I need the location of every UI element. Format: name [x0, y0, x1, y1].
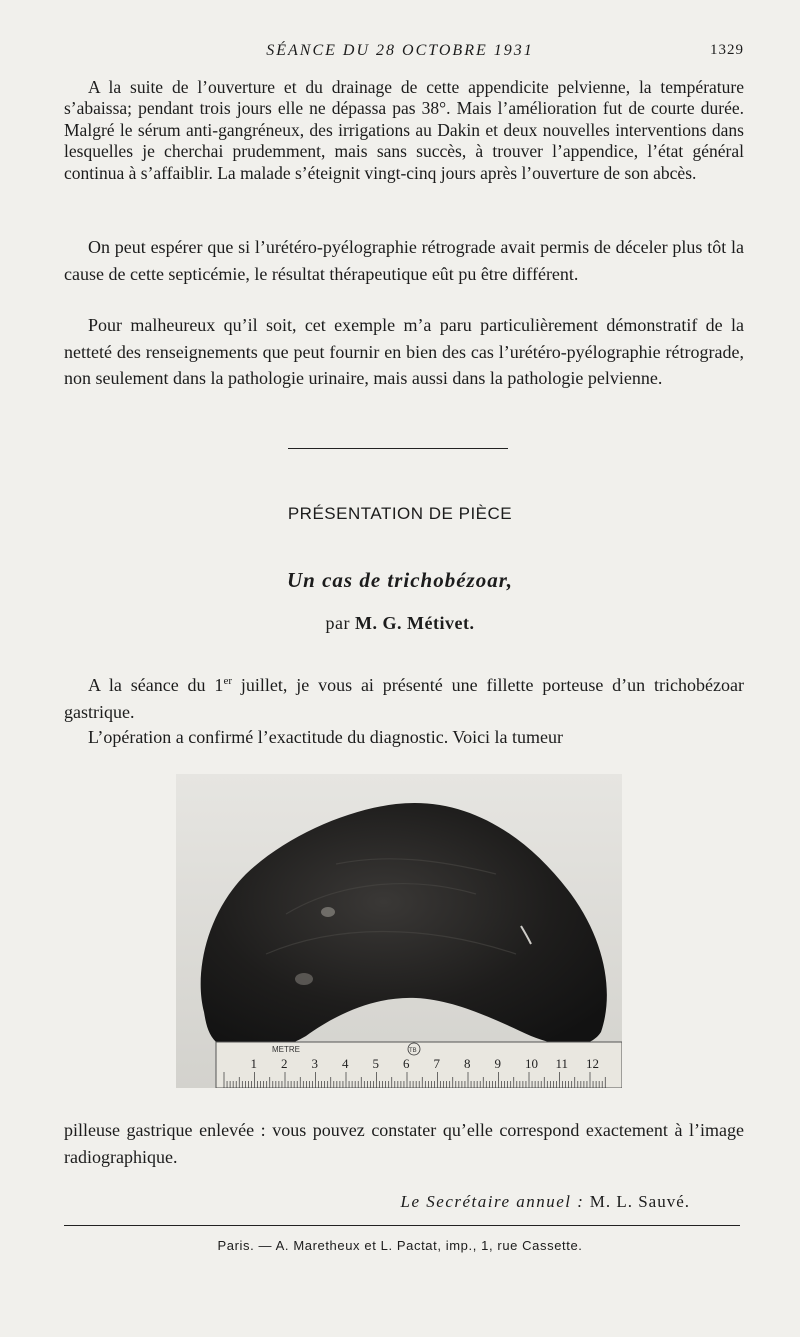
photograph-image: [176, 774, 622, 1088]
article-paragraph-2: L’opération a confirmé l’exactitude du diagnostic. Voici la tumeur: [88, 727, 564, 747]
ruler-brand: METRE: [272, 1045, 300, 1054]
article-paragraph-3: pilleuse gastrique enlevée : vous pouvez constater qu’elle correspond exactement à l’image radiographique.: [64, 1120, 744, 1167]
footer-rule: [64, 1225, 740, 1226]
ruler-number: 8: [464, 1056, 471, 1071]
signature: [401, 1192, 690, 1212]
ruler-number: 10: [525, 1056, 538, 1071]
article-p1-start: A la séance du 1: [88, 675, 224, 695]
metric-ruler: [216, 1042, 622, 1088]
section-heading: PRÉSENTATION DE PIÈCE: [287, 504, 513, 523]
trichobezoar-photograph: [176, 774, 622, 1088]
byline: [0, 613, 800, 634]
article-p1-superscript: er: [223, 675, 232, 687]
ruler-number: 4: [342, 1056, 349, 1071]
ruler-number: 9: [494, 1056, 501, 1071]
article-paragraph-1: [64, 672, 744, 725]
ruler-number: 11: [555, 1056, 569, 1071]
hair-highlight: [321, 907, 335, 917]
article-title: Un cas de trichobézoar,: [286, 568, 513, 592]
hair-highlight: [295, 973, 313, 985]
ruler-number: 2: [281, 1056, 288, 1071]
signature-name: M. L. Sauvé.: [589, 1192, 690, 1211]
ruler-number: 5: [372, 1056, 379, 1071]
byline-author: M. G. Métivet.: [355, 613, 475, 633]
ruler-number: 1: [250, 1056, 257, 1071]
running-head-title: SÉANCE DU 28 OCTOBRE 1931: [266, 42, 534, 59]
section-divider: [288, 448, 508, 449]
page-number: 1329: [710, 42, 744, 58]
ruler-number: 6: [403, 1056, 410, 1071]
running-head: [0, 42, 800, 66]
ruler-number: 7: [433, 1056, 440, 1071]
ruler-number: 3: [311, 1056, 318, 1071]
ruler-logo: TB: [409, 1048, 417, 1054]
byline-prefix: par: [325, 613, 351, 633]
paragraph-2: On peut espérer que si l’urétéro-pyélographie rétrograde avait permis de déceler plus tôt la cause de cette septicémie, le résultat thérapeutique eût pu être différent.: [64, 237, 744, 284]
printer-imprint: Paris. — A. Maretheux et L. Pactat, imp., 1, rue Cassette.: [217, 1238, 583, 1253]
signature-role: Le Secrétaire annuel :: [400, 1192, 585, 1211]
paragraph-1: A la suite de l’ouverture et du drainage de cette appendicite pelvienne, la température s’abaissa; pendant trois jours elle ne dépassa pas 38°. Mais l’amélioration fut de courte durée. Malgré le sérum anti-gangréneux, des irrigations au Dakin et deux nouvelles interventions dans lesquelles je cherchai prudemment, mais sans succès, à trouver l’appendice, l’état général continua à s’affaiblir. La malade s’éteignit vingt-cinq jours après l’ouverture de son abcès.: [64, 77, 744, 183]
ruler-number: 12: [586, 1056, 599, 1071]
article-p1-end: juillet, je vous ai présenté une fillette porteuse d’un trichobézoar gastrique.: [64, 675, 744, 722]
paragraph-3: Pour malheureux qu’il soit, cet exemple m’a paru particulièrement démonstratif de la netteté des renseignements que peut fournir en bien des cas l’urétéro-pyélographie rétrograde, non seulement dans la pathologie urinaire, mais aussi dans la pathologie pelvienne.: [64, 315, 744, 388]
